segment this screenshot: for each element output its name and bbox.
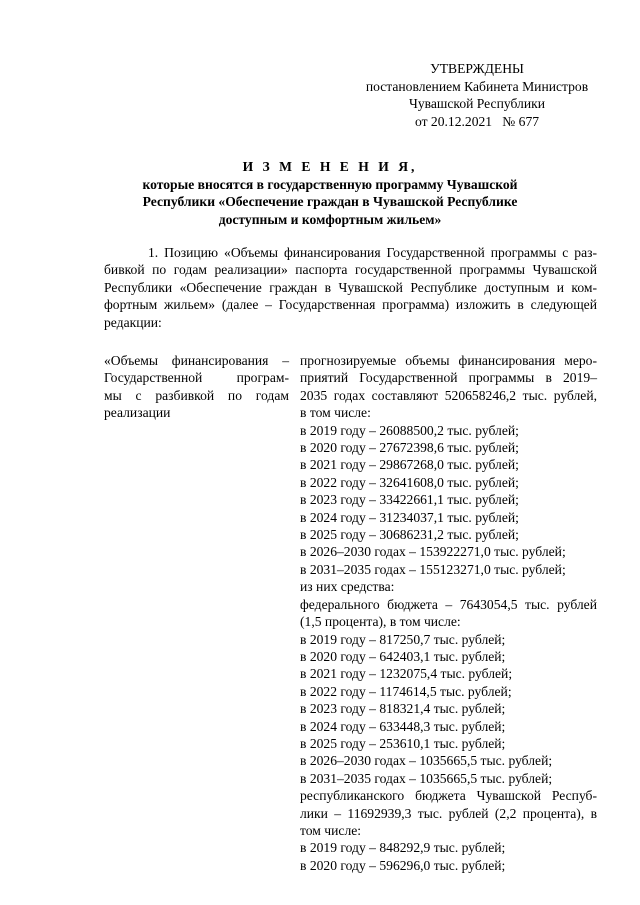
value-line: федерального бюджета – 7643054,5 тыс. рублей (300, 596, 597, 612)
value-line: в 2026–2030 годах – 153922271,0 тыс. рублей; (300, 544, 566, 560)
value-line: в том числе: (300, 405, 371, 421)
value-line: приятий Государственной программы в 2019– (300, 370, 597, 386)
value-line: республиканского бюджета Чувашской Респуб- (300, 788, 597, 804)
approval-line: Чувашской Республики (409, 96, 545, 111)
value-line: в 2026–2030 годах – 1035665,5 тыс. рублей; (300, 753, 553, 769)
value-line: в 2031–2035 годах – 1035665,5 тыс. рублей; (300, 770, 553, 786)
value-line: из них средства: (300, 579, 395, 595)
title-subtitle-line: Республики «Обеспечение граждан в Чувашской Республике (142, 194, 518, 209)
value-line: в 2019 году – 848292,9 тыс. рублей; (300, 840, 506, 856)
approval-stamp (352, 60, 602, 130)
approval-line: постановлением Кабинета Министров (365, 78, 589, 94)
value-line: (1,5 процента), в том числе: (300, 614, 461, 630)
value-line: в 2024 году – 633448,3 тыс. рублей; (300, 718, 506, 734)
value-line: в 2025 году – 253610,1 тыс. рублей; (300, 735, 506, 751)
label-line: реализации (104, 405, 171, 421)
title-subtitle-line: доступным и комфортным жильем» (218, 211, 442, 227)
value-line: в 2023 году – 33422661,1 тыс. рублей; (300, 492, 519, 508)
value-line: в 2020 году – 596296,0 тыс. рублей; (300, 857, 506, 873)
title-subtitle-line: которые вносятся в государственную программу Чувашской (142, 176, 518, 192)
intro-paragraph (104, 244, 597, 331)
value-line: прогнозируемые объемы финансирования меро- (300, 353, 597, 368)
value-line: 2035 годах составляют 520658246,2 тыс. рублей, (300, 387, 597, 403)
value-line: в 2019 году – 26088500,2 тыс. рублей; (300, 422, 519, 438)
value-line: в 2022 году – 32641608,0 тыс. рублей; (300, 474, 519, 490)
value-line: том числе: (300, 822, 362, 838)
value-line: в 2022 году – 1174614,5 тыс. рублей; (300, 683, 512, 699)
value-line: в 2021 году – 29867268,0 тыс. рублей; (300, 457, 519, 473)
intro-line: редакции: (104, 314, 162, 330)
value-line: в 2024 году – 31234037,1 тыс. рублей; (300, 509, 519, 525)
label-line: Государственной програм- (104, 370, 289, 386)
intro-line: 1. Позицию «Объемы финансирования Государственной программы с раз- (148, 245, 597, 260)
value-line: в 2020 году – 642403,1 тыс. рублей; (300, 648, 506, 664)
value-line: в 2031–2035 годах – 155123271,0 тыс. рублей; (300, 561, 566, 577)
value-line: лики – 11692939,3 тыс. рублей (2,2 процента), в (300, 805, 597, 821)
document-title (120, 158, 540, 228)
approval-line: УТВЕРЖДЕНЫ (430, 61, 524, 76)
value-line: в 2021 году – 1232075,4 тыс. рублей; (300, 666, 513, 682)
intro-line: Республики «Обеспечение граждан в Чувашской Республике доступным и ком- (104, 279, 597, 295)
intro-line: фортным жильем» (далее – Государственная программа) изложить в следующей (104, 297, 597, 313)
value-line: в 2020 году – 27672398,6 тыс. рублей; (300, 440, 519, 456)
label-line: мы с разбивкой по годам (104, 387, 289, 403)
label-line: «Объемы финансирования – (104, 353, 289, 368)
title-heading: И З М Е Н Е Н И Я, (242, 159, 418, 174)
approval-line: от 20.12.2021 № 677 (414, 113, 540, 129)
funding-label-cell (104, 352, 289, 422)
funding-value-cell (300, 352, 597, 874)
value-line: в 2019 году – 817250,7 тыс. рублей; (300, 631, 506, 647)
value-line: в 2025 году – 30686231,2 тыс. рублей; (300, 527, 519, 543)
value-line: в 2023 году – 818321,4 тыс. рублей; (300, 701, 506, 717)
intro-line: бивкой по годам реализации» паспорта государственной программы Чувашской (104, 262, 597, 278)
